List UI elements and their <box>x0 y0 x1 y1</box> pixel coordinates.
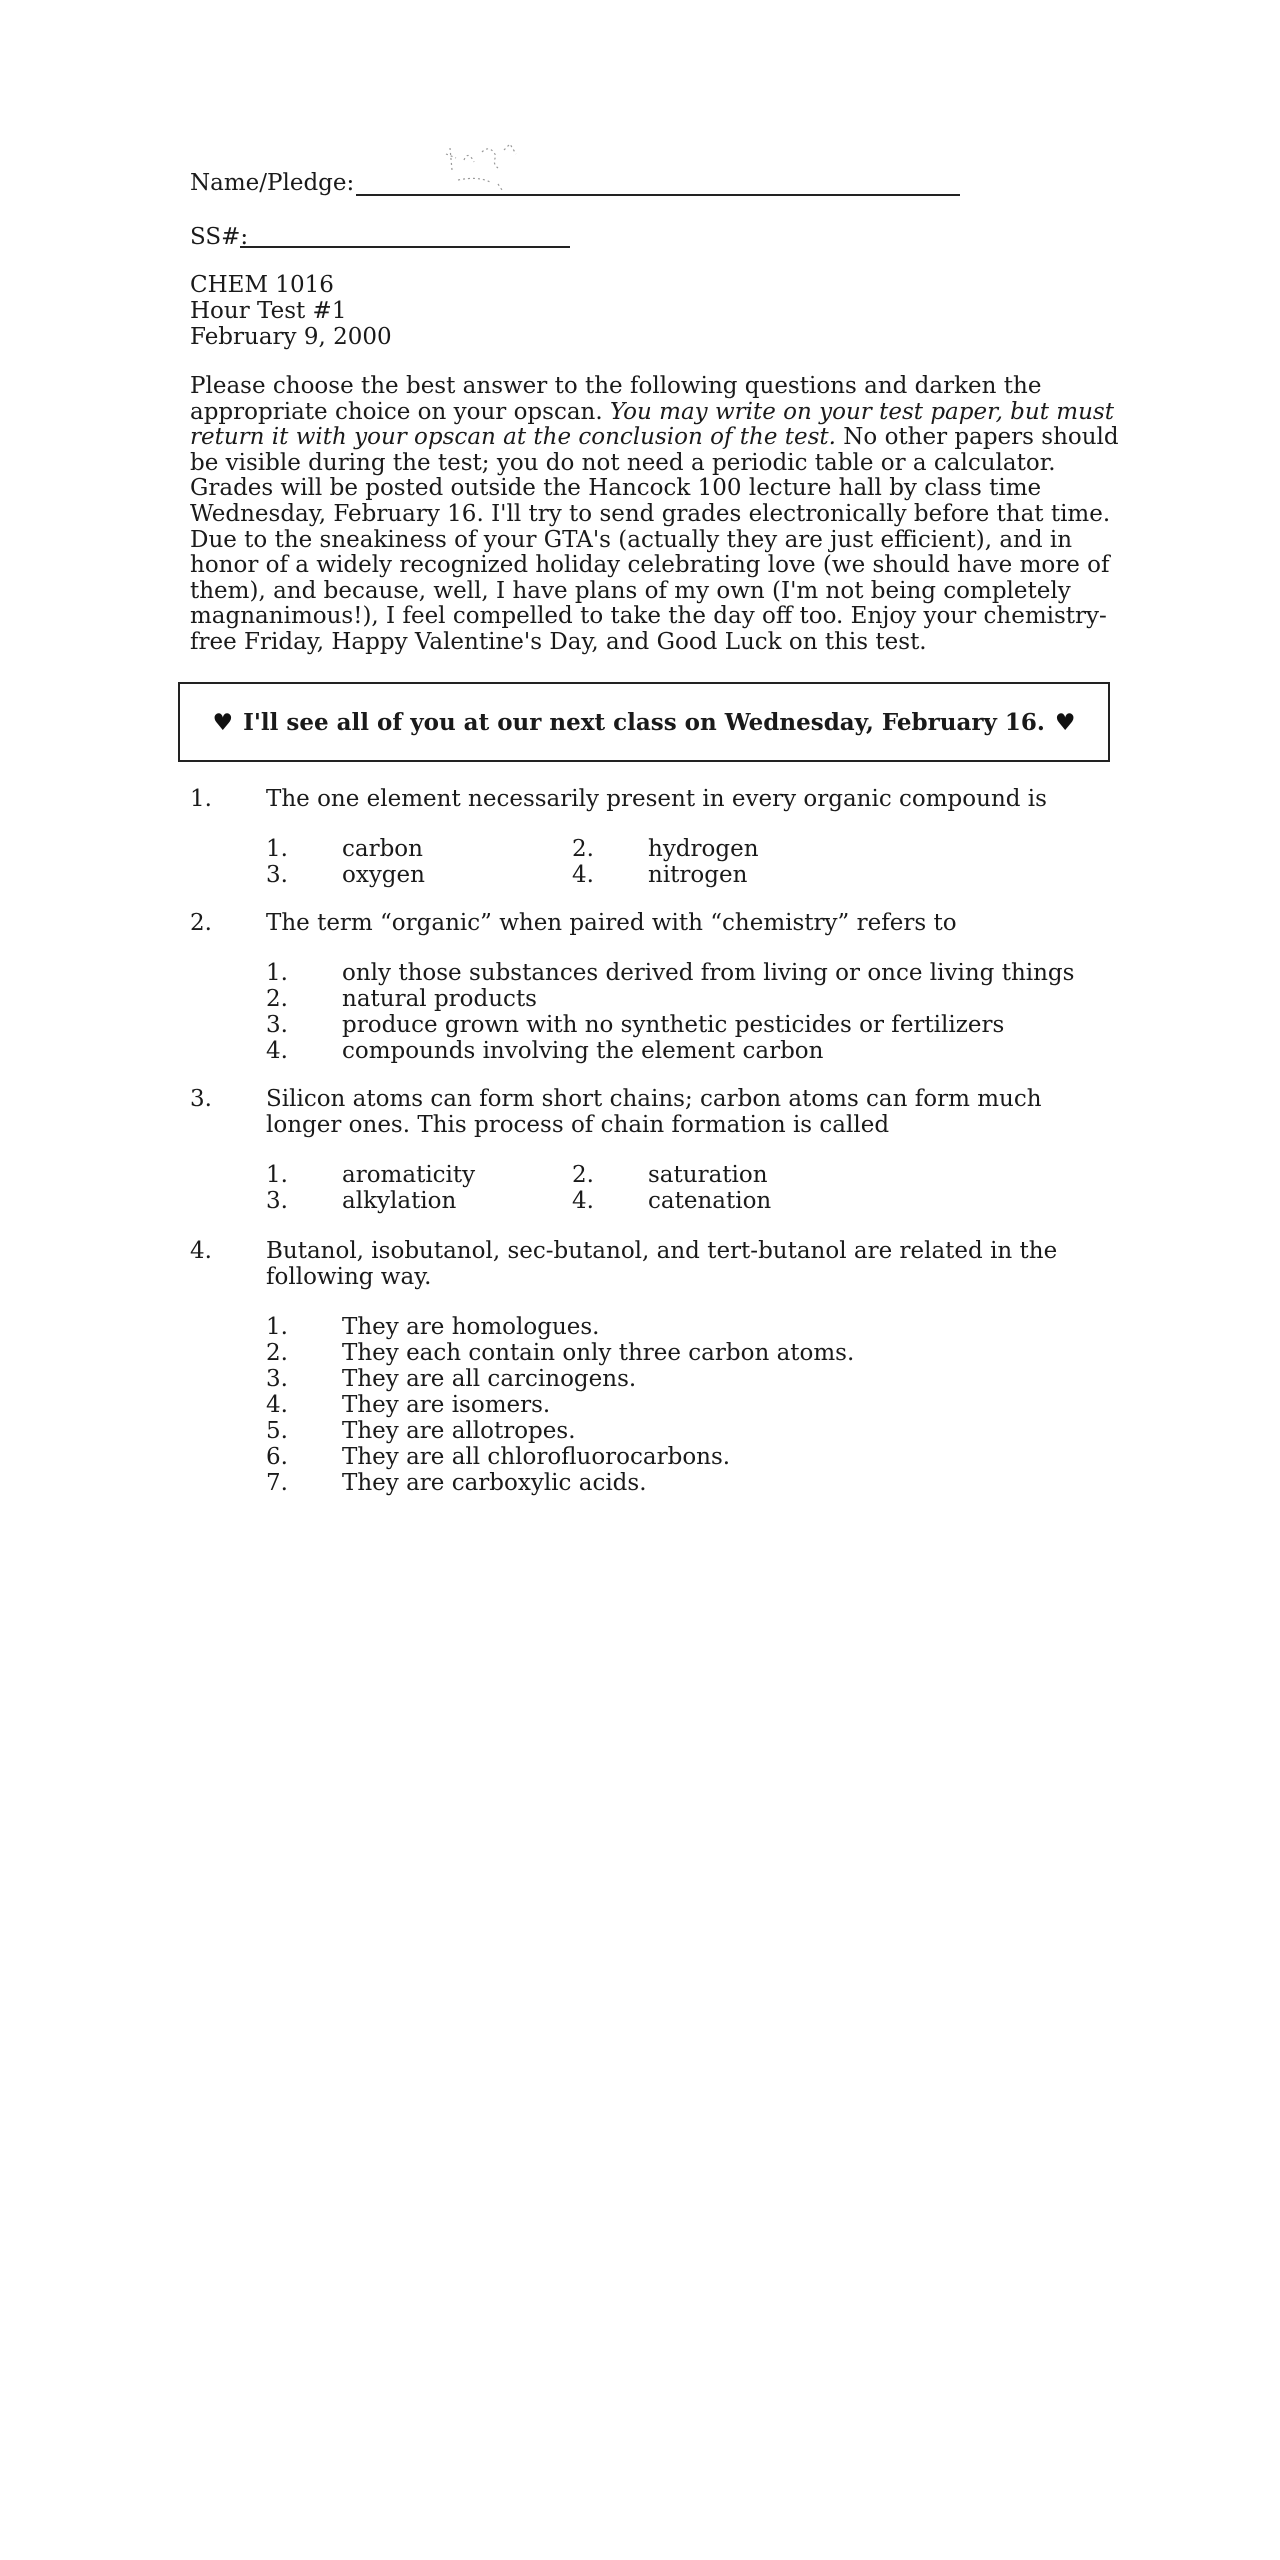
question-number: 2. <box>190 910 212 936</box>
question-number: 1. <box>190 786 212 812</box>
option-number[interactable]: 7. <box>266 1470 288 1496</box>
question-text: Butanol, isobutanol, sec-butanol, and tert-butanol are related in the following way. <box>266 1238 1058 1290</box>
option-text[interactable]: They are allotropes. <box>342 1418 576 1444</box>
option-number[interactable]: 2. <box>266 986 288 1012</box>
option-number[interactable]: 1. <box>266 960 288 986</box>
question-1 <box>0 786 1280 896</box>
question-text: The one element necessarily present in every organic compound is <box>266 786 1047 812</box>
announcement-box <box>178 682 1110 762</box>
option-number[interactable]: 4. <box>572 1188 594 1214</box>
option-text[interactable]: only those substances derived from living or once living things <box>342 960 1075 986</box>
option-number[interactable]: 3. <box>266 1012 288 1038</box>
option-text[interactable]: compounds involving the element carbon <box>342 1038 824 1064</box>
option-number[interactable]: 1. <box>266 1314 288 1340</box>
question-number: 4. <box>190 1238 212 1264</box>
instructions-italic: You may write on your test paper, but must return it with your opscan at the conclusion of the test. <box>190 398 1114 451</box>
announcement-text: I'll see all of you at our next class on Wednesday, February 16. <box>243 708 1045 736</box>
option-text[interactable]: They are all chlorofluorocarbons. <box>342 1444 731 1470</box>
option-text[interactable]: catenation <box>648 1188 772 1214</box>
option-number[interactable]: 4. <box>572 862 594 888</box>
instructions-text-1: Please choose the best answer to the following questions and darken the appropriate choice on your opscan. <box>190 373 1042 425</box>
test-title: Hour Test #1 <box>190 298 347 324</box>
question-text: Silicon atoms can form short chains; carbon atoms can form much longer ones. This process of chain formation is called <box>266 1086 1042 1138</box>
option-text[interactable]: They are isomers. <box>342 1392 551 1418</box>
option-text[interactable]: nitrogen <box>648 862 748 888</box>
option-number[interactable]: 3. <box>266 1188 288 1214</box>
option-text[interactable]: They are homologues. <box>342 1314 600 1340</box>
option-text[interactable]: carbon <box>342 836 423 862</box>
heart-icon: ♥ <box>212 708 234 736</box>
handwritten-signature <box>438 140 558 200</box>
question-number: 3. <box>190 1086 212 1112</box>
option-number[interactable]: 4. <box>266 1392 288 1418</box>
instructions-paragraph <box>190 374 1120 656</box>
option-text[interactable]: They are all carcinogens. <box>342 1366 637 1392</box>
question-text: The term “organic” when paired with “chemistry” refers to <box>266 910 957 936</box>
heart-icon: ♥ <box>1054 708 1076 736</box>
question-4 <box>0 1238 1280 1500</box>
option-number[interactable]: 2. <box>572 836 594 862</box>
option-text[interactable]: natural products <box>342 986 537 1012</box>
question-3 <box>0 1086 1280 1222</box>
option-number[interactable]: 3. <box>266 862 288 888</box>
test-date: February 9, 2000 <box>190 324 392 350</box>
option-number[interactable]: 5. <box>266 1418 288 1444</box>
option-text[interactable]: oxygen <box>342 862 425 888</box>
option-text[interactable]: alkylation <box>342 1188 457 1214</box>
option-number[interactable]: 4. <box>266 1038 288 1064</box>
option-text[interactable]: They each contain only three carbon atoms. <box>342 1340 855 1366</box>
option-number[interactable]: 2. <box>266 1340 288 1366</box>
ss-line <box>240 246 570 248</box>
ss-label: SS#: <box>190 224 249 250</box>
option-text[interactable]: produce grown with no synthetic pesticides or fertilizers <box>342 1012 1005 1038</box>
course-title: CHEM 1016 <box>190 272 334 298</box>
option-number[interactable]: 1. <box>266 836 288 862</box>
option-number[interactable]: 2. <box>572 1162 594 1188</box>
option-text[interactable]: hydrogen <box>648 836 759 862</box>
option-text[interactable]: aromaticity <box>342 1162 476 1188</box>
question-2 <box>0 910 1280 1070</box>
name-pledge-label: Name/Pledge: <box>190 170 355 196</box>
option-text[interactable]: They are carboxylic acids. <box>342 1470 647 1496</box>
option-number[interactable]: 1. <box>266 1162 288 1188</box>
option-number[interactable]: 3. <box>266 1366 288 1392</box>
option-text[interactable]: saturation <box>648 1162 768 1188</box>
instructions-text-2: No other papers should be visible during the test; you do not need a periodic table or a calculator. Grades will be posted outside the Hancock 100 lecture hall by class time Wednesday, February 16. I'll try to send grades electronically before that time. Due to the sneakiness of your GTA's (actually they are just efficient), and in honor of a widely recognized holiday celebrating love (we should have more of them), and because, well, I have plans of my own (I'm not being completely magnanimous!), I feel compelled to take the day off too. Enjoy your chemistry-free Friday, Happy Valentine's Day, and Good Luck on this test. <box>190 424 1119 655</box>
option-number[interactable]: 6. <box>266 1444 288 1470</box>
